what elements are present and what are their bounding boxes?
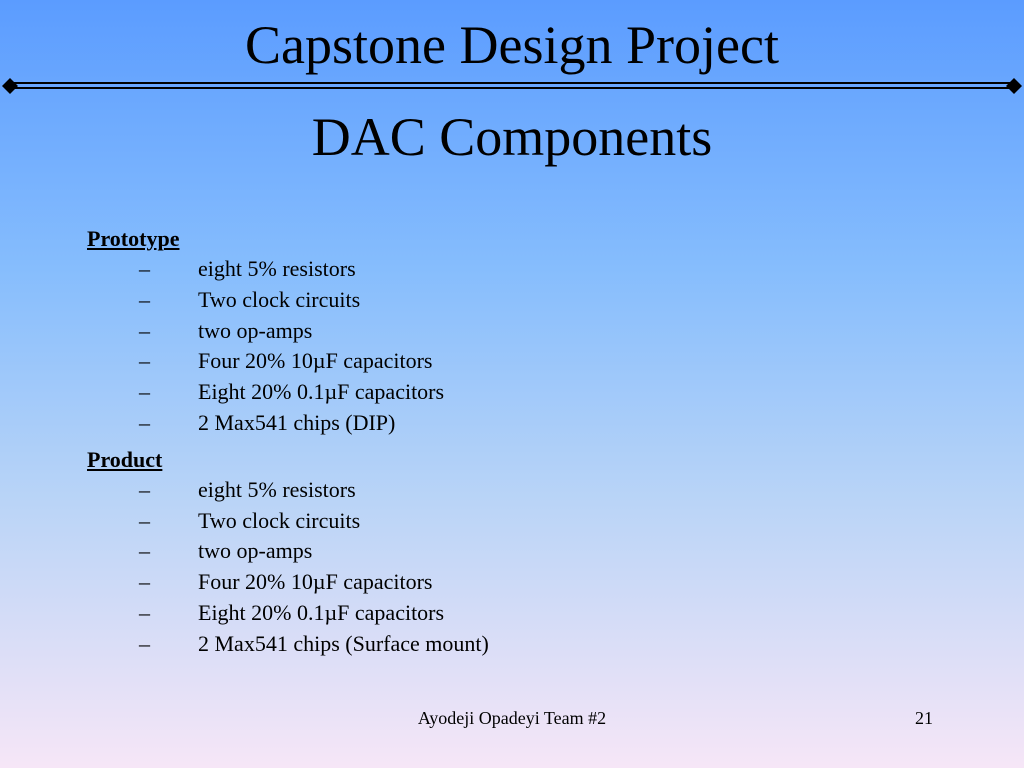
title-divider bbox=[0, 76, 1024, 96]
dash-bullet: – bbox=[139, 256, 150, 281]
list-item-text: two op-amps bbox=[198, 317, 313, 343]
section-product bbox=[87, 445, 967, 660]
list-item bbox=[87, 346, 967, 377]
list-item bbox=[87, 598, 967, 629]
list-item-text: eight 5% resistors bbox=[198, 476, 356, 502]
list-item bbox=[87, 506, 967, 537]
list-item bbox=[87, 285, 967, 316]
list-item-text: Two clock circuits bbox=[198, 507, 361, 533]
dash-bullet: – bbox=[139, 569, 150, 595]
list-item-text: eight 5% resistors bbox=[198, 256, 356, 281]
list-item-text: Four 20% 10µF capacitors bbox=[198, 348, 433, 374]
section-prototype bbox=[87, 224, 967, 439]
list-item-text: 2 Max541 chips (Surface mount) bbox=[198, 630, 489, 656]
list-item bbox=[87, 254, 967, 285]
dash-bullet: – bbox=[139, 409, 150, 435]
page-number: 21 bbox=[915, 708, 933, 728]
list-item bbox=[87, 475, 967, 506]
section-heading: Prototype bbox=[87, 226, 180, 251]
list-item-text: Eight 20% 0.1µF capacitors bbox=[198, 599, 445, 625]
slide-subtitle: DAC Components bbox=[311, 107, 713, 167]
dash-bullet: – bbox=[139, 379, 150, 405]
dash-bullet: – bbox=[139, 476, 150, 502]
slide-title: Capstone Design Project bbox=[245, 15, 779, 75]
list-item bbox=[87, 377, 967, 408]
left-diamond-icon bbox=[2, 78, 18, 94]
slide-content bbox=[87, 224, 967, 660]
right-diamond-icon bbox=[1006, 78, 1022, 94]
list-item bbox=[87, 567, 967, 598]
dash-bullet: – bbox=[139, 538, 150, 564]
list-item bbox=[87, 316, 967, 347]
list-item-text: two op-amps bbox=[198, 538, 313, 564]
dash-bullet: – bbox=[139, 599, 150, 625]
list-item bbox=[87, 408, 967, 439]
section-heading: Product bbox=[87, 446, 163, 472]
dash-bullet: – bbox=[139, 348, 150, 374]
footer-author: Ayodeji Opadeyi Team #2 bbox=[417, 708, 607, 728]
list-item bbox=[87, 629, 967, 660]
dash-bullet: – bbox=[139, 317, 150, 343]
dash-bullet: – bbox=[139, 286, 150, 312]
list-item-text: Eight 20% 0.1µF capacitors bbox=[198, 379, 445, 405]
list-item bbox=[87, 536, 967, 567]
list-item-text: 2 Max541 chips (DIP) bbox=[198, 409, 396, 435]
dash-bullet: – bbox=[139, 630, 150, 656]
list-item-text: Four 20% 10µF capacitors bbox=[198, 569, 433, 595]
list-item-text: Two clock circuits bbox=[198, 286, 361, 312]
dash-bullet: – bbox=[139, 507, 150, 533]
